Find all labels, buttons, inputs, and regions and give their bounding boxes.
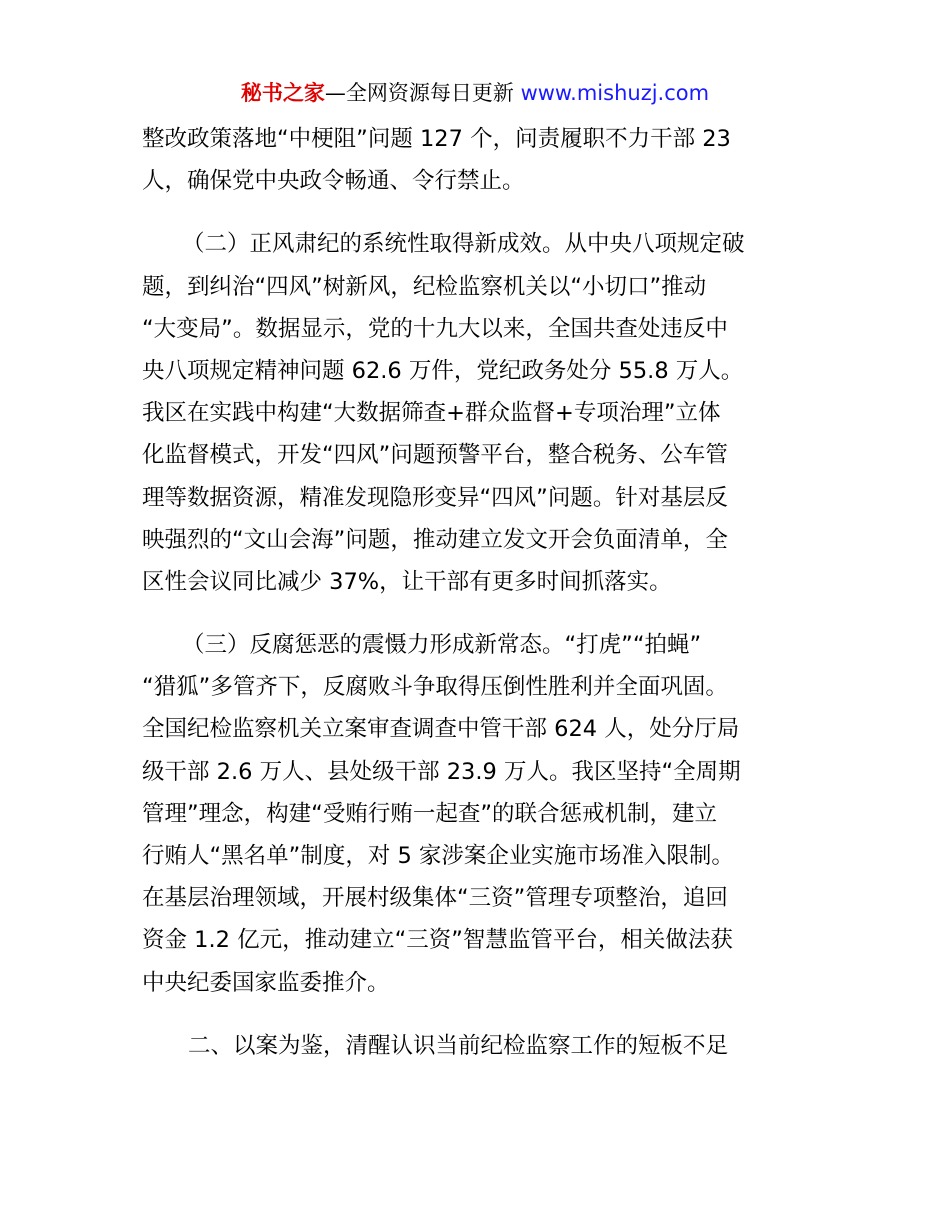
text-line: 区性会议同比减少 37%，让干部有更多时间抓落实。 bbox=[142, 568, 672, 595]
text-line: 中央纪委国家监委推介。 bbox=[142, 969, 390, 996]
text-line: “猎狐”多管齐下，反腐败斗争取得压倒性胜利并全面巩固。 bbox=[142, 674, 728, 701]
text-line: 人，确保党中央政令畅通、令行禁止。 bbox=[142, 168, 525, 195]
text-line: 级干部 2.6 万人、县处级干部 23.9 万人。我区坚持“全周期 bbox=[142, 758, 741, 785]
text-line: （三）反腐惩恶的震慑力形成新常态。“打虎”“拍蝇” bbox=[182, 632, 702, 659]
text-line: 资金 1.2 亿元，推动建立“三资”智慧监管平台，相关做法获 bbox=[142, 927, 733, 954]
text-line: （二）正风肃纪的系统性取得新成效。从中央八项规定破 bbox=[182, 231, 745, 258]
document-body bbox=[142, 118, 812, 1067]
text-line: 行贿人“黑名单”制度，对 5 家涉案企业实施市场准入限制。 bbox=[142, 843, 734, 869]
header-tagline: —全网资源每日更新 bbox=[324, 81, 521, 105]
text-line: 化监督模式，开发“四风”问题预警平台，整合税务、公车管 bbox=[142, 442, 728, 469]
paragraph bbox=[142, 223, 812, 603]
text-line: 央八项规定精神问题 62.6 万件，党纪政务处分 55.8 万人。 bbox=[142, 357, 744, 384]
text-line: 整改政策落地“中梗阻”问题 127 个，问责履职不力干部 23 bbox=[142, 126, 731, 152]
paragraph bbox=[142, 118, 812, 202]
text-line: 映强烈的“文山会海”问题，推动建立发文开会负面清单，全 bbox=[142, 526, 728, 553]
brand-name: 秘书之家 bbox=[240, 81, 325, 105]
text-line: 在基层治理领域，开展村级集体“三资”管理专项整治，追回 bbox=[142, 885, 728, 912]
text-line: 管理”理念，构建“受贿行贿一起查”的联合惩戒机制，建立 bbox=[142, 800, 717, 827]
text-line: 理等数据资源，精准发现隐形变异“四风”问题。针对基层反 bbox=[142, 484, 728, 511]
text-line: “大变局”。数据显示，党的十九大以来，全国共查处违反中 bbox=[142, 315, 728, 342]
paragraph bbox=[142, 624, 812, 1004]
text-line: 全国纪检监察机关立案审查调查中管干部 624 人，处分厅局 bbox=[142, 716, 740, 743]
section-heading-text: 二、以案为鉴，清醒认识当前纪检监察工作的短板不足 bbox=[188, 1032, 729, 1059]
section-heading bbox=[142, 1025, 812, 1067]
text-line: 题，到纠治“四风”树新风，纪检监察机关以“小切口”推动 bbox=[142, 273, 707, 300]
site-header bbox=[0, 78, 950, 108]
text-line: 我区在实践中构建“大数据筛查+群众监督+专项治理”立体 bbox=[142, 400, 721, 427]
site-url-link[interactable]: www.mishuzj.com bbox=[520, 81, 710, 105]
